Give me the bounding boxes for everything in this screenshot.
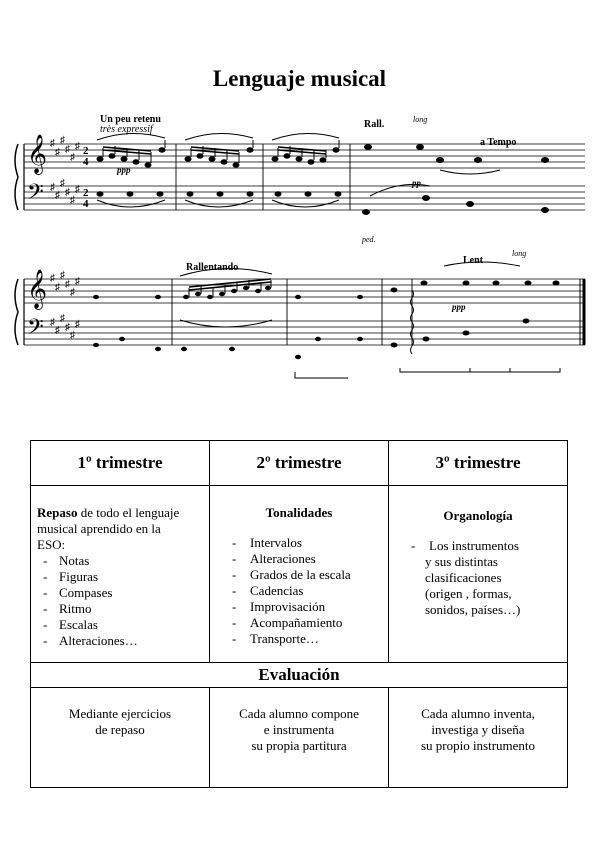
list-item: - Cadencias (232, 583, 304, 598)
barlines (15, 144, 584, 345)
svg-text:♯: ♯ (75, 184, 80, 195)
evaluation-term-3: Cada alumno inventa, investiga y diseña su propio instrumento (389, 688, 568, 788)
list-item: - Notas (43, 553, 90, 568)
term-3-list: - Los instrumentos y sus distintas clasificaciones (origen , formas, sonidos, países…) (429, 538, 567, 618)
header-term-1: 1º trimestre (31, 441, 210, 486)
rall-marking: Rall. (364, 119, 385, 130)
tempo-marking: Un peu retenu (100, 114, 161, 125)
svg-text:♯: ♯ (70, 287, 75, 298)
organologia-line-2: y sus distintas (425, 554, 498, 569)
organologia-line-1: Los instrumentos (429, 538, 519, 553)
svg-text:𝄞: 𝄞 (27, 136, 48, 173)
rallentando-marking: Rallentando (186, 262, 239, 273)
staff-lines-system-1 (24, 144, 585, 210)
organologia-line-5: sonidos, países…) (425, 602, 521, 617)
svg-text:♯: ♯ (65, 144, 70, 155)
list-item: - Grados de la escala (232, 567, 351, 582)
svg-text:♯: ♯ (55, 190, 60, 201)
svg-text:♯: ♯ (50, 138, 55, 149)
list-item: - Intervalos (232, 535, 302, 550)
svg-text:𝄞: 𝄞 (27, 271, 48, 308)
svg-text:♯: ♯ (55, 325, 60, 336)
list-item: - Figuras (43, 569, 98, 584)
a-tempo-marking: a Tempo (480, 137, 517, 148)
long-marking: long (413, 115, 428, 124)
svg-text:♯: ♯ (65, 322, 70, 333)
music-score (0, 0, 599, 400)
evaluation-heading: Evaluación (31, 663, 568, 688)
term-1-content (31, 486, 210, 663)
svg-text:♯: ♯ (55, 282, 60, 293)
list-item: - Improvisación (232, 599, 326, 614)
notes-system-2 (93, 281, 560, 360)
svg-text:♯: ♯ (70, 195, 75, 206)
key-signatures (50, 135, 89, 341)
evaluation-term-1: Mediante ejercicios de repaso (31, 688, 210, 788)
svg-text:4: 4 (83, 156, 89, 168)
svg-text:♯: ♯ (60, 135, 65, 146)
term-2-list (232, 535, 388, 647)
repaso-label: Repaso (37, 505, 78, 520)
tonalidades-heading: Tonalidades (265, 505, 333, 520)
svg-text:♯: ♯ (55, 147, 60, 158)
list-item: - Alteraciones (232, 551, 316, 566)
header-term-2: 2º trimestre (210, 441, 389, 486)
list-item: - Alteraciones… (43, 633, 138, 648)
svg-text:♯: ♯ (60, 313, 65, 324)
svg-text:♯: ♯ (60, 270, 65, 281)
clefs (27, 135, 47, 344)
svg-text:♯: ♯ (65, 279, 70, 290)
repaso-text: de todo el lenguaje (77, 505, 180, 520)
page-title: Lenguaje musical (212, 66, 387, 91)
svg-text:4: 4 (83, 198, 89, 210)
list-item: - Acompañamiento (232, 615, 343, 630)
staff-lines-system-2 (24, 279, 585, 345)
list-item: - Compases (43, 585, 113, 600)
repaso-line-3: ESO: (37, 537, 66, 552)
dynamic-marking-3: ppp (452, 302, 466, 312)
lent-marking: Lent (463, 255, 483, 266)
list-item: - Escalas (43, 617, 98, 632)
svg-text:♯: ♯ (50, 273, 55, 284)
svg-text:♯: ♯ (65, 187, 70, 198)
header-term-3: 3º trimestre (389, 441, 568, 486)
svg-text:2: 2 (83, 145, 89, 157)
organologia-line-3: clasificaciones (425, 570, 502, 585)
svg-text:2: 2 (83, 187, 89, 199)
term-3-content (389, 486, 568, 663)
svg-text:♯: ♯ (50, 182, 55, 193)
evaluation-term-2: Cada alumno compone e instrumenta su propia partitura (210, 688, 389, 788)
svg-text:♯: ♯ (50, 317, 55, 328)
list-item: - Transporte… (232, 631, 319, 646)
svg-text:𝄢: 𝄢 (27, 180, 44, 209)
organologia-heading: Organología (443, 508, 513, 523)
plan-table (30, 440, 568, 788)
expression-marking: très expressif (100, 124, 153, 135)
dynamic-marking: ppp (117, 165, 131, 175)
term-2-content (210, 486, 389, 663)
svg-text:♯: ♯ (75, 276, 80, 287)
svg-text:♯: ♯ (70, 152, 75, 163)
repaso-line-2: musical aprendido en la (37, 521, 161, 536)
long-marking-2: long (512, 249, 527, 258)
svg-text:𝄢: 𝄢 (27, 315, 44, 344)
svg-text:♯: ♯ (70, 330, 75, 341)
svg-text:♯: ♯ (60, 178, 65, 189)
term-1-list (43, 553, 209, 649)
svg-text:♯: ♯ (75, 141, 80, 152)
organologia-line-4: (origen , formas, (425, 586, 512, 601)
svg-text:♯: ♯ (75, 319, 80, 330)
ped-marking: ped. (362, 235, 376, 244)
dynamic-marking-2: pp (412, 178, 421, 188)
list-item: - Ritmo (43, 601, 92, 616)
